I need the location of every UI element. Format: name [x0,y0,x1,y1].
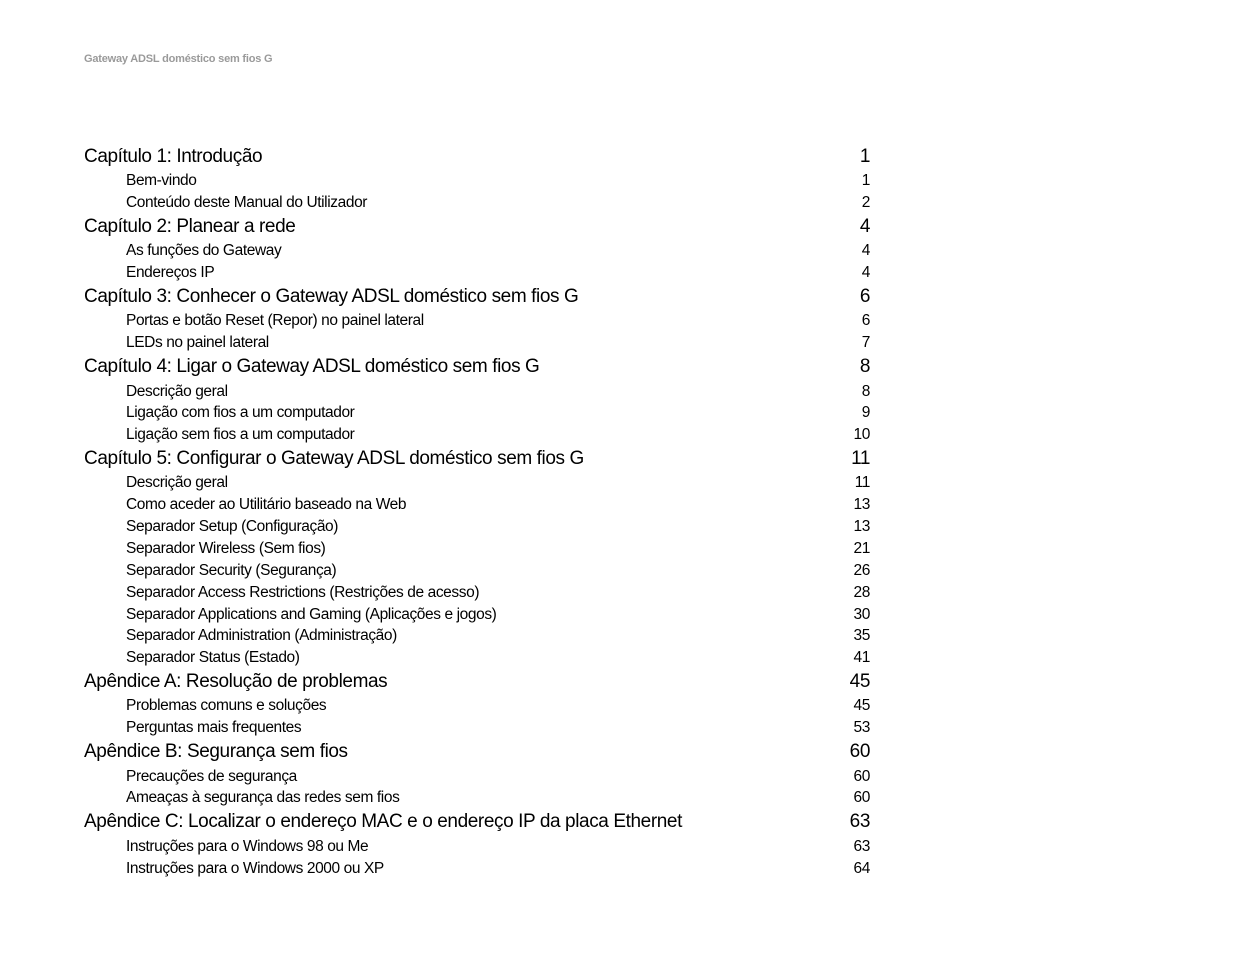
toc-entry-page: 13 [853,518,870,535]
toc-section[interactable] [84,312,870,330]
toc-entry-page: 64 [853,860,870,877]
toc-chapter-3[interactable] [84,286,870,308]
toc-entry-title: Descrição geral [126,383,228,400]
toc-entry-page: 13 [853,496,870,513]
toc-entry-page: 10 [853,426,870,443]
toc-entry-page: 60 [853,789,870,806]
toc-entry-title: Separador Administration (Administração) [126,627,397,644]
toc-entry-page: 4 [861,242,870,259]
toc-entry-page: 60 [849,741,870,762]
toc-entry-page: 53 [853,719,870,736]
toc-entry-title: Separador Wireless (Sem fios) [126,540,326,557]
toc-entry-page: 6 [859,286,870,307]
toc-section[interactable] [84,649,870,667]
toc-section[interactable] [84,194,870,212]
toc-entry-page: 30 [853,606,870,623]
toc-entry-title: Separador Setup (Configuração) [126,518,339,535]
toc-appendix-c[interactable] [84,811,870,833]
toc-section[interactable] [84,606,870,624]
toc-entry-title: As funções do Gateway [126,242,282,259]
toc-entry-title: Conteúdo deste Manual do Utilizador [126,194,368,211]
toc-section[interactable] [84,242,870,260]
toc-entry-title: Como aceder ao Utilitário baseado na Web [126,496,407,513]
toc-section[interactable] [84,584,870,602]
toc-entry-page: 45 [853,697,870,714]
toc-chapter-1[interactable] [84,146,870,168]
toc-chapter-5[interactable] [84,448,870,470]
toc-entry-title: Instruções para o Windows 98 ou Me [126,838,369,855]
toc-section[interactable] [84,860,870,878]
toc-entry-page: 21 [853,540,870,557]
toc-chapter-4[interactable] [84,356,870,378]
toc-entry-title: Capítulo 4: Ligar o Gateway ADSL doméstico sem fios G [84,356,540,377]
toc-entry-page: 9 [861,404,870,421]
toc-section[interactable] [84,518,870,536]
toc-section[interactable] [84,838,870,856]
toc-entry-page: 1 [859,146,870,167]
toc-entry-title: Apêndice B: Segurança sem fios [84,741,348,762]
toc-section[interactable] [84,627,870,645]
toc-entry-title: Instruções para o Windows 2000 ou XP [126,860,384,877]
toc-entry-title: Apêndice C: Localizar o endereço MAC e o endereço IP da placa Ethernet [84,811,682,832]
toc-entry-page: 1 [861,172,870,189]
toc-appendix-a[interactable] [84,671,870,693]
toc-entry-page: 4 [859,216,870,237]
toc-entry-title: Capítulo 1: Introdução [84,146,263,167]
toc-entry-title: Bem-vindo [126,172,197,189]
toc-entry-title: Problemas comuns e soluções [126,697,327,714]
toc-section[interactable] [84,768,870,786]
toc-section[interactable] [84,474,870,492]
toc-entry-title: Portas e botão Reset (Repor) no painel lateral [126,312,424,329]
toc-entry-page: 11 [851,448,870,469]
toc-entry-page: 41 [853,649,870,666]
toc-entry-page: 45 [849,671,870,692]
toc-entry-title: Descrição geral [126,474,228,491]
toc-entry-title: Capítulo 3: Conhecer o Gateway ADSL doméstico sem fios G [84,286,579,307]
toc-section[interactable] [84,496,870,514]
toc-section[interactable] [84,172,870,190]
toc-section[interactable] [84,426,870,444]
running-header: Gateway ADSL doméstico sem fios G [84,53,273,65]
toc-entry-title: Capítulo 2: Planear a rede [84,216,296,237]
toc-entry-page: 4 [861,264,870,281]
toc-section[interactable] [84,789,870,807]
toc-entry-title: Separador Status (Estado) [126,649,300,666]
toc-entry-title: Ligação sem fios a um computador [126,426,355,443]
toc-section[interactable] [84,404,870,422]
toc-section[interactable] [84,562,870,580]
toc-chapter-2[interactable] [84,216,870,238]
toc-section[interactable] [84,540,870,558]
toc-entry-title: Separador Applications and Gaming (Aplicações e jogos) [126,606,497,623]
toc-entry-title: Ameaças à segurança das redes sem fios [126,789,400,806]
toc-entry-title: Ligação com fios a um computador [126,404,355,421]
toc-section[interactable] [84,264,870,282]
toc-entry-page: 8 [861,383,870,400]
toc-entry-page: 8 [859,356,870,377]
toc-entry-title: Capítulo 5: Configurar o Gateway ADSL doméstico sem fios G [84,448,584,469]
toc-entry-page: 28 [853,584,870,601]
toc-appendix-b[interactable] [84,741,870,763]
toc-entry-page: 35 [853,627,870,644]
toc-entry-title: LEDs no painel lateral [126,334,269,351]
toc-entry-page: 7 [861,334,870,351]
toc-entry-page: 26 [853,562,870,579]
toc-entry-page: 60 [853,768,870,785]
toc-entry-page: 6 [861,312,870,329]
toc-entry-title: Apêndice A: Resolução de problemas [84,671,388,692]
toc-section[interactable] [84,334,870,352]
toc-section[interactable] [84,383,870,401]
toc-entry-page: 2 [861,194,870,211]
toc-entry-title: Precauções de segurança [126,768,297,785]
toc-entry-page: 63 [853,838,870,855]
toc-section[interactable] [84,697,870,715]
toc-section[interactable] [84,719,870,737]
toc-entry-page: 11 [854,474,870,491]
toc-entry-title: Separador Access Restrictions (Restrições de acesso) [126,584,480,601]
toc-entry-title: Separador Security (Segurança) [126,562,337,579]
toc-entry-title: Endereços IP [126,264,215,281]
toc-entry-page: 63 [849,811,870,832]
toc-entry-title: Perguntas mais frequentes [126,719,302,736]
